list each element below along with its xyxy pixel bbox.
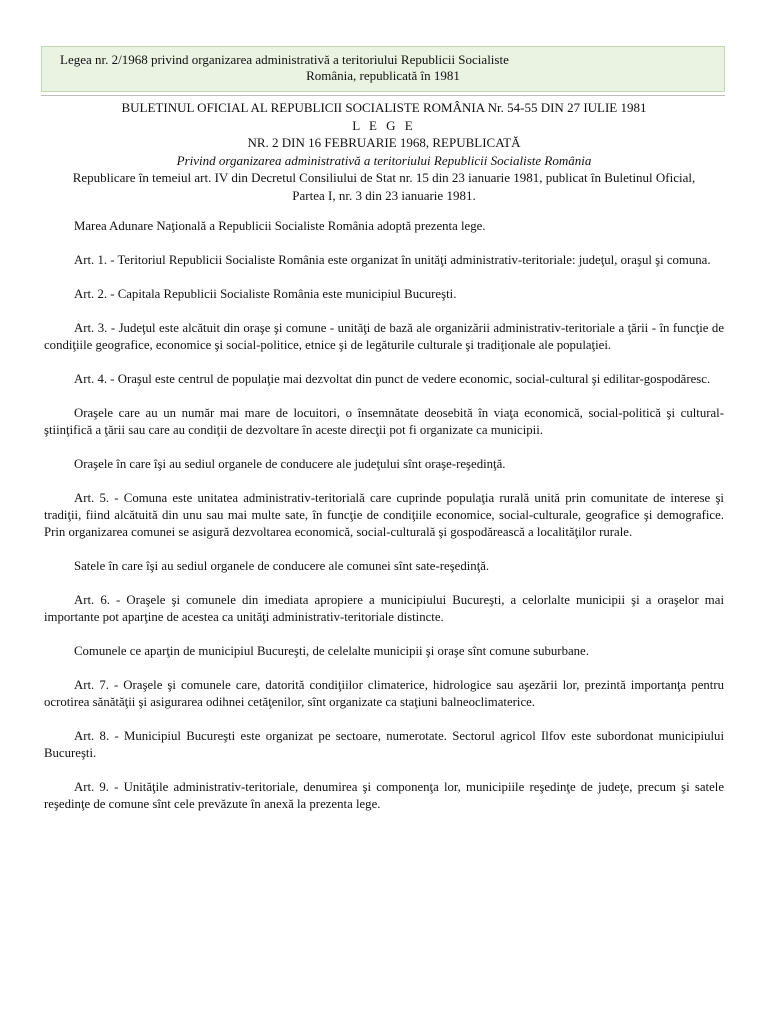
article-6-paragraph: Art. 6. - Oraşele şi comunele din imediata apropiere a municipiului Bucureşti, a celorlalte municipii şi a oraşelor mai importante pot aparţine de acestea ca unităţi administrativ-teritoriale distincte. [44,593,724,624]
article-8-paragraph: Art. 8. - Municipiul Bucureşti este organizat pe sectoare, numerotate. Sectorul agricol Ilfov este subordonat municipiului Bucureşti. [44,729,724,760]
article-3-paragraph: Art. 3. - Judeţul este alcătuit din oraşe şi comune - unităţi de bază ale organizării administrativ-teritoriale a ţării - în funcţie de condiţiile geografice, economice şi social-politice, etnice şi de legăturile culturale şi tradiţionale ale populaţiei. [44,321,724,352]
header-divider [41,95,725,96]
law-subject-line: Privind organizarea administrativă a teritoriului Republicii Socialiste România [176,152,592,168]
article-4-municipii-paragraph: Oraşele care au un număr mai mare de locuitori, o însemnătate deosebită în viaţa economică, social-politică şi cultural-ştiinţifică a ţării sau care au condiţii de dezvoltare în aceste direcţii pot fi organizate ca municipii. [44,406,724,437]
law-number-line: NR. 2 DIN 16 FEBRUARIE 1968, REPUBLICATĂ [247,135,521,150]
article-5-paragraph: Art. 5. - Comuna este unitatea administrativ-teritorială care cuprinde populaţia rurală unită prin comunitate de interese şi tradiţii, fiind alcătuită din unu sau mai multe sate, în funcţie de condiţiile economice, social-culturale, geografice şi demografice. Prin organizarea comunei se asigură dezvoltarea economică, social-culturală şi gospodărească a localităţilor rurale. [44,491,724,539]
law-body [44,218,724,830]
article-9-paragraph: Art. 9. - Unităţile administrativ-teritoriale, denumirea şi componenţa lor, municipiile reşedinţe de judeţe, precum şi satele reşedinţe de comune sînt cele prevăzute în anexă la prezenta lege. [44,780,724,811]
preamble-paragraph: Marea Adunare Naţională a Republicii Socialiste România adoptă prezenta lege. [74,219,486,233]
bulletin-line: BULETINUL OFICIAL AL REPUBLICII SOCIALISTE ROMÂNIA Nr. 54-55 DIN 27 IULIE 1981 [121,100,647,115]
article-5-sate-paragraph: Satele în care îşi au sediul organele de conducere ale comunei sînt sate-reşedinţă. [74,559,490,573]
article-6-suburbane-paragraph: Comunele ce aparţin de municipiul Bucureşti, de celelalte municipii şi oraşe sînt comune suburbane. [74,644,589,658]
document-title-line-1: Legea nr. 2/1968 privind organizarea administrativă a teritoriului Republicii Socialiste [60,52,509,67]
article-1-paragraph: Art. 1. - Teritoriul Republicii Socialiste România este organizat în unităţi administrativ-teritoriale: judeţul, oraşul şi comuna. [74,253,711,267]
document-title-line-2: România, republicată în 1981 [306,68,460,83]
document-title-box [41,46,725,92]
republication-line-2: Partea I, nr. 3 din 23 ianuarie 1981. [292,187,476,203]
article-2-paragraph: Art. 2. - Capitala Republicii Socialiste România este municipiul Bucureşti. [74,287,457,301]
lege-heading: L E G E [352,117,416,133]
republication-line-1: Republicare în temeiul art. IV din Decretul Consiliului de Stat nr. 15 din 23 ianuarie 1981, publicat în Buletinul Oficial, [72,170,696,185]
law-header [30,99,738,204]
article-7-paragraph: Art. 7. - Oraşele şi comunele care, datorită condiţiilor climaterice, hidrologice sau aşezării lor, prezintă importanţa pentru ocrotirea sănătăţii şi asigurarea odihnei cetăţenilor, sînt organizate ca staţiuni balneoclimaterice. [44,678,724,709]
article-4-resedinta-paragraph: Oraşele în care îşi au sediul organele de conducere ale judeţului sînt oraşe-reşedinţă. [74,457,506,471]
article-4-paragraph: Art. 4. - Oraşul este centrul de populaţie mai dezvoltat din punct de vedere economic, social-cultural şi edilitar-gospodăresc. [74,372,711,386]
